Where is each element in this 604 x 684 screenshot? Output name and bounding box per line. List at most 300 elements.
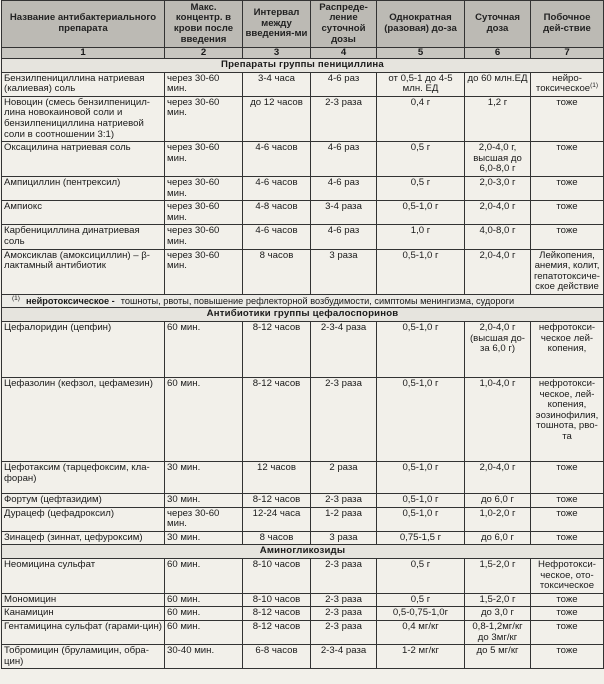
- cell-interval: [243, 507, 311, 531]
- table-row: [2, 249, 604, 294]
- table-row: [2, 462, 604, 494]
- cell-interval-text: 8-12 часов: [252, 378, 301, 390]
- cell-daily-dose-text: 2,0-3,0 г: [479, 176, 516, 188]
- cell-distribution: [311, 559, 377, 594]
- cell-side-effect: [531, 607, 604, 621]
- cell-single-dose-text: 0,4 г: [410, 96, 431, 108]
- cell-side-effect-text: тоже: [556, 462, 578, 474]
- cell-side-effect: [531, 531, 604, 545]
- cell-concentration-text: 60 мин.: [167, 593, 201, 605]
- cell-daily-dose: [465, 621, 531, 645]
- cell-single-dose-text: 0,5-1,0 г: [402, 462, 439, 474]
- cell-daily-dose-text: 1,5-2,0 г: [479, 559, 516, 571]
- cell-distribution: [311, 201, 377, 225]
- cell-daily-dose: [465, 531, 531, 545]
- cell-side-effect-text: тоже: [556, 645, 578, 657]
- cell-side-effect-text: тоже: [556, 607, 578, 619]
- cell-name: [2, 593, 165, 607]
- cell-interval-text: 12-24 часа: [252, 507, 301, 519]
- table-row: [2, 322, 604, 378]
- header-name: Название антибактериального препарата: [2, 1, 165, 48]
- cell-side-effect-text: тоже: [556, 494, 578, 506]
- cell-single-dose: [377, 531, 465, 545]
- cell-interval-text: 8-10 часов: [252, 593, 301, 605]
- column-number: 1: [2, 48, 165, 59]
- header-row: [2, 1, 604, 48]
- cell-name-text: Фортум (цефтазидим): [4, 494, 102, 506]
- cell-concentration-text: 60 мин.: [167, 559, 201, 571]
- cell-daily-dose: [465, 507, 531, 531]
- header-interval: Интервал между введения-ми: [243, 1, 311, 48]
- cell-distribution-text: 4-6 раз: [327, 72, 360, 84]
- cell-distribution: [311, 96, 377, 141]
- cell-concentration: [165, 142, 243, 177]
- cell-interval: [243, 607, 311, 621]
- cell-distribution-text: 2-3 раза: [325, 559, 362, 571]
- cell-side-effect-text: тоже: [556, 176, 578, 188]
- cell-interval-text: 8-12 часов: [252, 607, 301, 619]
- footnote-marker: (1): [12, 294, 20, 302]
- cell-side-effect-text: Лейкопения, анемия, колит, гепатотоксиче-ское действие: [534, 249, 600, 293]
- cell-single-dose: [377, 176, 465, 200]
- cell-name-text: Амоксиклав (амоксициллин) – β-лактамный антибиотик: [4, 249, 150, 272]
- cell-side-effect-text: тоже: [556, 531, 578, 543]
- cell-concentration: [165, 621, 243, 645]
- cell-single-dose-text: 0,5-1,0 г: [402, 322, 439, 334]
- column-number: 3: [243, 48, 311, 59]
- cell-interval: [243, 531, 311, 545]
- footnote-term: нейротоксическое -: [25, 295, 115, 306]
- cell-side-effect-text: тоже: [556, 507, 578, 519]
- cell-name-text: Ампиокс: [4, 201, 42, 213]
- cell-concentration: [165, 201, 243, 225]
- cell-daily-dose-text: 2,0-4,0 г: [479, 249, 516, 261]
- cell-name-text: Неомицина сульфат: [4, 559, 96, 571]
- cell-concentration: [165, 322, 243, 378]
- cell-single-dose: [377, 462, 465, 494]
- cell-daily-dose: [465, 645, 531, 669]
- cell-name: [2, 176, 165, 200]
- cell-daily-dose: [465, 607, 531, 621]
- cell-daily-dose-text: до 6,0 г: [480, 531, 515, 543]
- cell-single-dose-text: 0,5-1,0 г: [402, 378, 439, 390]
- footnote-row: [2, 294, 604, 308]
- cell-interval-text: 4-6 часов: [255, 176, 298, 188]
- cell-distribution-text: 3 раза: [329, 249, 358, 261]
- cell-concentration-text: через 30-60 мин.: [167, 201, 220, 223]
- cell-daily-dose-text: 2,0-4,0 г (высшая до-за 6,0 г): [469, 322, 525, 355]
- cell-interval-text: 4-6 часов: [255, 142, 298, 154]
- cell-name-text: Канамицин: [4, 607, 54, 619]
- cell-distribution-text: 2-3 раза: [325, 378, 362, 390]
- cell-side-effect-text: тоже: [556, 593, 578, 605]
- cell-name: [2, 494, 165, 508]
- cell-single-dose-text: 0,5-1,0 г: [402, 201, 439, 213]
- cell-distribution: [311, 378, 377, 462]
- cell-name: [2, 225, 165, 249]
- cell-name: [2, 322, 165, 378]
- column-number: 4: [311, 48, 377, 59]
- cell-single-dose: [377, 559, 465, 594]
- cell-concentration-text: 30 мин.: [167, 531, 201, 543]
- cell-interval: [243, 96, 311, 141]
- cell-interval: [243, 322, 311, 378]
- cell-daily-dose-text: 2,0-4,0 г: [479, 462, 516, 474]
- cell-side-effect: [531, 72, 604, 96]
- cell-daily-dose: [465, 176, 531, 200]
- cell-side-effect: [531, 507, 604, 531]
- cell-name: [2, 531, 165, 545]
- cell-concentration: [165, 176, 243, 200]
- cell-daily-dose: [465, 559, 531, 594]
- cell-single-dose: [377, 494, 465, 508]
- cell-daily-dose: [465, 593, 531, 607]
- cell-single-dose: [377, 593, 465, 607]
- cell-side-effect-text: тоже: [556, 621, 578, 632]
- cell-single-dose-text: 1,0 г: [410, 225, 431, 237]
- cell-single-dose: [377, 378, 465, 462]
- table-row: [2, 593, 604, 607]
- cell-name: [2, 72, 165, 96]
- cell-single-dose: [377, 322, 465, 378]
- cell-single-dose: [377, 621, 465, 645]
- cell-distribution: [311, 607, 377, 621]
- cell-side-effect: [531, 225, 604, 249]
- table-body: [2, 59, 604, 669]
- cell-name-text: Оксацилина натриевая соль: [4, 142, 131, 154]
- cell-side-effect: [531, 142, 604, 177]
- cell-interval-text: 8-10 часов: [252, 559, 301, 571]
- cell-distribution-text: 3 раза: [329, 531, 358, 543]
- cell-concentration-text: 60 мин.: [167, 378, 201, 390]
- cell-side-effect: [531, 201, 604, 225]
- cell-daily-dose: [465, 225, 531, 249]
- cell-daily-dose: [465, 201, 531, 225]
- cell-interval-text: 8-12 часов: [252, 322, 301, 334]
- table-row: [2, 142, 604, 177]
- cell-daily-dose: [465, 142, 531, 177]
- cell-daily-dose: [465, 72, 531, 96]
- footnote: [2, 294, 604, 308]
- header-side-effect: Побочное дей-ствие: [531, 1, 604, 48]
- cell-name: [2, 621, 165, 645]
- cell-single-dose-text: 0,75-1,5 г: [399, 531, 442, 543]
- cell-concentration-text: через 30-60 мин.: [167, 507, 220, 530]
- cell-side-effect: [531, 322, 604, 378]
- cell-name-text: Цефазолин (кефзол, цефамезин): [4, 378, 153, 390]
- cell-single-dose: [377, 507, 465, 531]
- cell-concentration: [165, 462, 243, 494]
- cell-daily-dose: [465, 378, 531, 462]
- table-row: [2, 176, 604, 200]
- cell-interval-text: 4-6 часов: [255, 225, 298, 237]
- group-header: Препараты группы пенициллина: [2, 59, 604, 73]
- cell-name-text: Дурацеф (цефадроксил): [4, 507, 115, 519]
- cell-name-text: Бензилпенициллина натриевая (калиевая) соль: [4, 72, 145, 95]
- cell-interval-text: 8-12 часов: [252, 621, 301, 632]
- cell-concentration: [165, 507, 243, 531]
- table-row: [2, 645, 604, 669]
- cell-side-effect: [531, 462, 604, 494]
- cell-interval: [243, 621, 311, 645]
- cell-daily-dose-text: 1,0-2,0 г: [479, 507, 516, 519]
- cell-daily-dose-text: 1,0-4,0 г: [479, 378, 516, 390]
- cell-daily-dose-text: 4,0-8,0 г: [479, 225, 516, 237]
- cell-daily-dose: [465, 494, 531, 508]
- cell-daily-dose: [465, 322, 531, 378]
- cell-side-effect-text: тоже: [556, 142, 578, 154]
- cell-interval-text: 8-12 часов: [252, 494, 301, 506]
- cell-name: [2, 249, 165, 294]
- cell-name-text: Тобромицин (бруламицин, обра-цин): [4, 645, 149, 667]
- cell-side-effect: [531, 559, 604, 594]
- cell-name: [2, 96, 165, 141]
- header-daily-dose: Суточная доза: [465, 1, 531, 48]
- cell-single-dose: [377, 645, 465, 669]
- cell-daily-dose-text: 1,2 г: [487, 96, 508, 108]
- cell-name-text: Новоцин (смесь бензилпеницил-лина новокаиновой соли и бензилпенициллина натриевой соли в соотношении 3:1): [4, 96, 151, 140]
- column-number: 6: [465, 48, 531, 59]
- cell-interval: [243, 72, 311, 96]
- cell-name: [2, 645, 165, 669]
- cell-side-effect: [531, 96, 604, 141]
- cell-concentration-text: через 30-60 мин.: [167, 249, 220, 272]
- cell-distribution-text: 2 раза: [329, 462, 358, 474]
- cell-single-dose-text: 0,5-1,0 г: [402, 494, 439, 506]
- table-row: [2, 494, 604, 508]
- table-row: [2, 225, 604, 249]
- cell-side-effect-text: тоже: [556, 96, 578, 108]
- footnote-text: тошноты, рвоты, повышение рефлекторной возбудимости, симптомы менингизма, судороги: [120, 295, 515, 306]
- cell-name: [2, 378, 165, 462]
- cell-distribution: [311, 249, 377, 294]
- cell-concentration: [165, 249, 243, 294]
- cell-daily-dose-text: 1,5-2,0 г: [479, 593, 516, 605]
- cell-distribution: [311, 507, 377, 531]
- cell-interval: [243, 378, 311, 462]
- cell-single-dose: [377, 142, 465, 177]
- cell-concentration-text: через 30-60 мин.: [167, 225, 220, 247]
- cell-interval: [243, 559, 311, 594]
- cell-name: [2, 201, 165, 225]
- cell-distribution: [311, 645, 377, 669]
- cell-name-text: Гентамицина сульфат (гарами-цин): [4, 621, 162, 632]
- cell-interval-text: 4-8 часов: [255, 201, 298, 213]
- cell-distribution: [311, 621, 377, 645]
- cell-concentration-text: 60 мин.: [167, 322, 201, 334]
- cell-interval: [243, 249, 311, 294]
- column-number: 5: [377, 48, 465, 59]
- header-single-dose: Однократная (разовая) до-за: [377, 1, 465, 48]
- cell-interval-text: до 12 часов: [250, 96, 303, 108]
- cell-distribution: [311, 494, 377, 508]
- footnote-marker: (1): [590, 82, 599, 89]
- column-number: 2: [165, 48, 243, 59]
- cell-interval: [243, 176, 311, 200]
- cell-concentration: [165, 225, 243, 249]
- cell-concentration-text: через 30-60 мин.: [167, 176, 220, 199]
- cell-side-effect: [531, 593, 604, 607]
- cell-concentration-text: 60 мин.: [167, 621, 201, 632]
- cell-side-effect: [531, 621, 604, 645]
- cell-single-dose-text: 0,5-1,0 г: [402, 507, 439, 519]
- cell-side-effect: [531, 645, 604, 669]
- cell-distribution: [311, 462, 377, 494]
- cell-side-effect-text: Нефротокси-ческое, ото-токсическое: [538, 559, 596, 592]
- column-number: 7: [531, 48, 604, 59]
- cell-interval-text: 6-8 часов: [255, 645, 298, 657]
- cell-single-dose-text: 0,5 г: [410, 142, 431, 154]
- cell-daily-dose-text: 0,8-1,2мг/кг до 3мг/кг: [472, 621, 523, 643]
- cell-interval: [243, 142, 311, 177]
- cell-single-dose: [377, 201, 465, 225]
- cell-daily-dose-text: до 6,0 г: [480, 494, 515, 506]
- cell-interval-text: 8 часов: [259, 249, 294, 261]
- table-row: [2, 96, 604, 141]
- cell-interval: [243, 494, 311, 508]
- cell-daily-dose-text: до 5 мг/кг: [476, 645, 519, 657]
- cell-distribution: [311, 72, 377, 96]
- cell-side-effect-text: тоже: [556, 225, 578, 237]
- cell-distribution-text: 2-3-4 раза: [320, 645, 367, 657]
- cell-distribution: [311, 531, 377, 545]
- table-row: [2, 378, 604, 462]
- cell-interval: [243, 225, 311, 249]
- cell-daily-dose-text: до 60 млн.ЕД: [467, 72, 528, 84]
- cell-name-text: Мономицин: [4, 593, 57, 605]
- table-row: [2, 72, 604, 96]
- cell-distribution-text: 4-6 раз: [327, 225, 360, 237]
- cell-distribution-text: 2-3 раза: [325, 96, 362, 108]
- cell-name-text: Карбенициллина динатриевая соль: [4, 225, 140, 247]
- cell-side-effect-text: нефротокси-ческое, лей-копения, эозинофилия, тошнота, рво-та: [535, 378, 599, 443]
- cell-concentration-text: 30 мин.: [167, 462, 201, 474]
- cell-name-text: Цефотаксим (тарцефоксим, кла-форан): [4, 462, 150, 484]
- cell-distribution-text: 2-3 раза: [325, 621, 362, 632]
- cell-interval: [243, 201, 311, 225]
- table-row: [2, 559, 604, 594]
- cell-single-dose: [377, 607, 465, 621]
- header-distribution: Распреде-ление суточной дозы: [311, 1, 377, 48]
- group-header: Аминогликозиды: [2, 545, 604, 559]
- cell-single-dose-text: 0,5 г: [410, 559, 431, 571]
- cell-interval: [243, 645, 311, 669]
- cell-concentration: [165, 593, 243, 607]
- cell-side-effect-text: тоже: [556, 201, 578, 213]
- cell-daily-dose-text: 2,0-4,0 г: [479, 201, 516, 213]
- cell-single-dose-text: 0,5 г: [410, 593, 431, 605]
- table-row: [2, 621, 604, 645]
- cell-concentration-text: через 30-60 мин.: [167, 96, 220, 119]
- cell-concentration: [165, 378, 243, 462]
- cell-side-effect-text: нейро-токсическое: [535, 72, 591, 95]
- cell-concentration-text: 60 мин.: [167, 607, 201, 619]
- cell-distribution: [311, 593, 377, 607]
- cell-daily-dose: [465, 462, 531, 494]
- cell-distribution-text: 2-3-4 раза: [320, 322, 367, 334]
- cell-name-text: Ампициллин (пентрексил): [4, 176, 121, 188]
- cell-single-dose-text: 1-2 мг/кг: [402, 645, 439, 657]
- cell-name: [2, 607, 165, 621]
- cell-single-dose-text: от 0,5-1 до 4-5 млн. ЕД: [388, 72, 453, 95]
- cell-name-text: Цефалоридин (цепфин): [4, 322, 112, 334]
- cell-interval: [243, 593, 311, 607]
- cell-distribution: [311, 142, 377, 177]
- cell-concentration-text: 30 мин.: [167, 494, 201, 506]
- cell-single-dose: [377, 96, 465, 141]
- cell-interval-text: 3-4 часа: [258, 72, 295, 84]
- cell-name: [2, 462, 165, 494]
- cell-daily-dose: [465, 249, 531, 294]
- cell-distribution-text: 2-3 раза: [325, 494, 362, 506]
- cell-distribution-text: 4-6 раз: [327, 142, 360, 154]
- cell-concentration: [165, 72, 243, 96]
- table-row: [2, 201, 604, 225]
- cell-concentration: [165, 494, 243, 508]
- cell-interval-text: 12 часов: [256, 462, 296, 474]
- cell-distribution-text: 2-3 раза: [325, 593, 362, 605]
- cell-single-dose-text: 0,4 мг/кг: [402, 621, 439, 632]
- cell-interval: [243, 462, 311, 494]
- cell-concentration-text: 30-40 мин.: [167, 645, 215, 657]
- cell-single-dose-text: 0,5 г: [410, 176, 431, 188]
- group-header-row: [2, 545, 604, 559]
- cell-interval-text: 8 часов: [259, 531, 294, 543]
- cell-distribution-text: 3-4 раза: [325, 201, 362, 213]
- cell-concentration: [165, 607, 243, 621]
- cell-side-effect: [531, 494, 604, 508]
- cell-side-effect: [531, 249, 604, 294]
- cell-concentration: [165, 531, 243, 545]
- table-row: [2, 531, 604, 545]
- cell-distribution-text: 2-3 раза: [325, 607, 362, 619]
- cell-single-dose-text: 0,5-1,0 г: [402, 249, 439, 261]
- cell-concentration: [165, 645, 243, 669]
- cell-name-text: Зинацеф (зиннат, цефуроксим): [4, 531, 143, 543]
- header-concentration: Макс. концентр. в крови после введения: [165, 1, 243, 48]
- cell-name: [2, 507, 165, 531]
- cell-concentration-text: через 30-60 мин.: [167, 72, 220, 95]
- cell-distribution: [311, 176, 377, 200]
- cell-single-dose: [377, 225, 465, 249]
- cell-concentration: [165, 559, 243, 594]
- group-header-row: [2, 59, 604, 73]
- cell-daily-dose: [465, 96, 531, 141]
- cell-daily-dose-text: до 3,0 г: [480, 607, 515, 619]
- cell-side-effect-text: нефротокси-ческое лей-копения,: [538, 322, 596, 355]
- table-row: [2, 607, 604, 621]
- cell-daily-dose-text: 2,0-4,0 г, высшая до 6,0-8,0 г: [473, 142, 522, 175]
- table-row: [2, 507, 604, 531]
- group-header-row: [2, 308, 604, 322]
- cell-concentration: [165, 96, 243, 141]
- group-header: Антибиотики группы цефалоспоринов: [2, 308, 604, 322]
- cell-name: [2, 142, 165, 177]
- cell-name: [2, 559, 165, 594]
- cell-side-effect: [531, 176, 604, 200]
- cell-single-dose: [377, 72, 465, 96]
- cell-concentration-text: через 30-60 мин.: [167, 142, 220, 164]
- cell-distribution: [311, 225, 377, 249]
- cell-distribution-text: 1-2 раза: [325, 507, 362, 519]
- column-number-row: [2, 48, 604, 59]
- antibiotic-table: [1, 0, 604, 669]
- cell-distribution: [311, 322, 377, 378]
- cell-side-effect: [531, 378, 604, 462]
- cell-distribution-text: 4-6 раз: [327, 176, 360, 188]
- cell-single-dose: [377, 249, 465, 294]
- cell-single-dose-text: 0,5-0,75-1,0г: [392, 607, 449, 619]
